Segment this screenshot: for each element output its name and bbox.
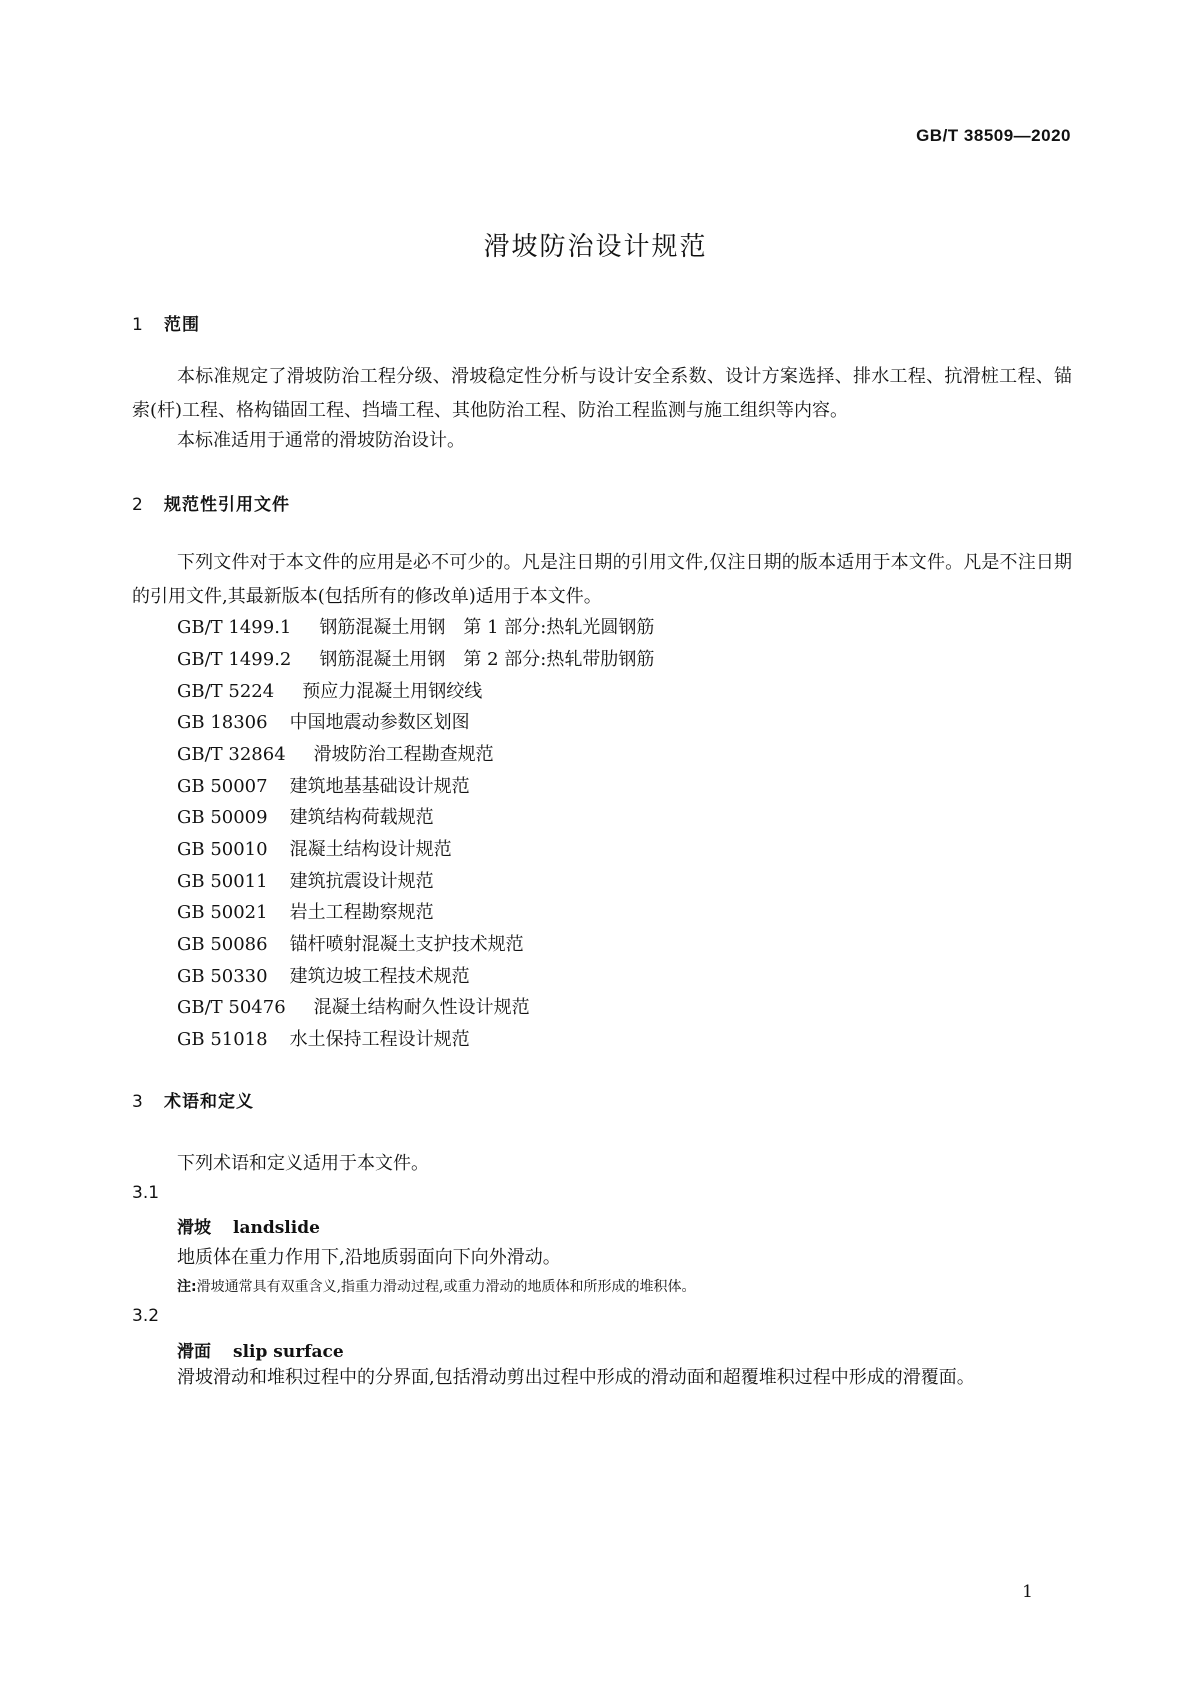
reference-item: [177, 898, 434, 924]
reference-item: [177, 740, 494, 766]
term-en: slip surface: [233, 1342, 344, 1362]
reference-title: 建筑抗震设计规范: [289, 871, 434, 892]
section-heading-normative-references: [132, 490, 290, 515]
page-number: 1: [1022, 1582, 1033, 1602]
term-heading: [177, 1337, 344, 1362]
reference-code: GB 51018: [177, 1029, 268, 1050]
section-title: 规范性引用文件: [164, 495, 290, 515]
reference-code: GB 50330: [177, 966, 268, 987]
document-title: 滑坡防治设计规范: [483, 232, 708, 262]
reference-title: 混凝土结构耐久性设计规范: [313, 997, 530, 1018]
term-definition: 地质体在重力作用下,沿地质弱面向下向外滑动。: [177, 1247, 561, 1268]
reference-code: GB/T 50476: [177, 997, 286, 1018]
references-intro: 下列文件对于本文件的应用是必不可少的。凡是注日期的引用文件,仅注日期的版本适用于本文件。凡是不注日期的引用文件,其最新版本(包括所有的修改单)适用于本文件。: [132, 552, 1072, 607]
reference-code: GB 18306: [177, 712, 268, 733]
section-heading-terms: [132, 1087, 254, 1112]
section-number: 2: [132, 495, 144, 515]
reference-item: [177, 677, 482, 703]
standard-code: GB/T 38509—2020: [916, 126, 1071, 145]
reference-code: GB/T 32864: [177, 744, 286, 765]
reference-title: 预应力混凝土用钢绞线: [302, 681, 483, 702]
reference-title: 建筑结构荷载规范: [289, 807, 434, 828]
reference-title: 建筑地基基础设计规范: [289, 776, 470, 797]
reference-item: [177, 772, 470, 798]
term-number: 3.1: [132, 1183, 160, 1203]
reference-item: [177, 993, 530, 1019]
term-zh: 滑面: [177, 1342, 211, 1362]
scope-paragraph: 本标准规定了滑坡防治工程分级、滑坡稳定性分析与设计安全系数、设计方案选择、排水工程、抗滑桩工程、锚索(杆)工程、格构锚固工程、挡墙工程、其他防治工程、防治工程监测与施工组织等内容。: [132, 366, 1072, 421]
note-text: 滑坡通常具有双重含义,指重力滑动过程,或重力滑动的地质体和所形成的堆积体。: [196, 1279, 696, 1295]
reference-item: [177, 962, 470, 988]
reference-title: 钢筋混凝土用钢 第 1 部分:热轧光圆钢筋: [319, 617, 655, 638]
reference-item: [177, 835, 452, 861]
reference-title: 建筑边坡工程技术规范: [289, 966, 470, 987]
term-number: 3.2: [132, 1306, 160, 1326]
reference-title: 钢筋混凝土用钢 第 2 部分:热轧带肋钢筋: [319, 649, 655, 670]
reference-title: 锚杆喷射混凝土支护技术规范: [289, 934, 524, 955]
section-heading-scope: [132, 310, 200, 335]
section-title: 范围: [164, 315, 200, 335]
term-en: landslide: [233, 1218, 320, 1238]
reference-code: GB 50011: [177, 871, 268, 892]
reference-item: [177, 867, 434, 893]
reference-title: 中国地震动参数区划图: [289, 712, 470, 733]
term-note: [177, 1276, 696, 1296]
reference-item: [177, 930, 524, 956]
term-heading: [177, 1213, 320, 1238]
reference-code: GB 50007: [177, 776, 268, 797]
reference-code: GB 50086: [177, 934, 268, 955]
reference-item: [177, 1025, 470, 1051]
reference-code: GB 50010: [177, 839, 268, 860]
term-zh: 滑坡: [177, 1218, 211, 1238]
reference-item: [177, 645, 654, 671]
section-title: 术语和定义: [164, 1092, 254, 1112]
terms-intro: 下列术语和定义适用于本文件。: [177, 1153, 429, 1174]
reference-title: 岩土工程勘察规范: [289, 902, 434, 923]
reference-code: GB/T 5224: [177, 681, 275, 702]
reference-item: [177, 613, 654, 639]
reference-code: GB/T 1499.2: [177, 649, 292, 670]
term-definition: 滑坡滑动和堆积过程中的分界面,包括滑动剪出过程中形成的滑动面和超覆堆积过程中形成的滑覆面。: [177, 1367, 975, 1388]
reference-code: GB/T 1499.1: [177, 617, 292, 638]
reference-title: 混凝土结构设计规范: [289, 839, 452, 860]
reference-title: 水土保持工程设计规范: [289, 1029, 470, 1050]
section-number: 1: [132, 315, 144, 335]
scope-applicability: 本标准适用于通常的滑坡防治设计。: [177, 430, 465, 451]
note-label: 注:: [177, 1279, 197, 1295]
reference-item: [177, 708, 470, 734]
reference-item: [177, 803, 434, 829]
section-number: 3: [132, 1092, 144, 1112]
reference-title: 滑坡防治工程勘查规范: [313, 744, 494, 765]
reference-code: GB 50021: [177, 902, 268, 923]
reference-code: GB 50009: [177, 807, 268, 828]
